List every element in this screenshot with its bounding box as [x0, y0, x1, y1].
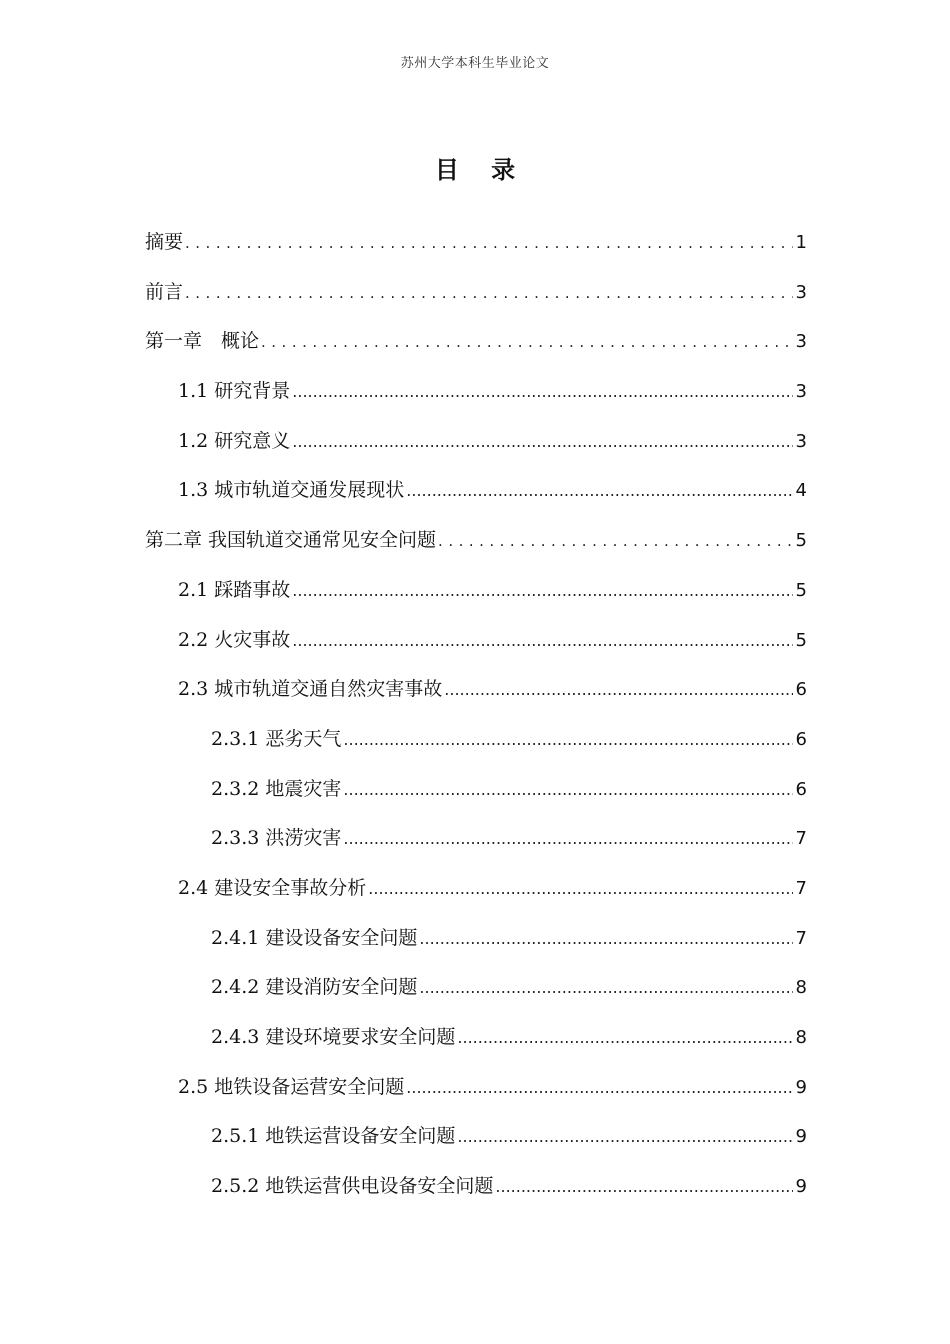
toc-entry-page-number: 5: [795, 579, 807, 601]
toc-entry[interactable]: [145, 626, 807, 676]
toc-entry-label: 2.4.2 建设消防安全问题: [211, 976, 418, 999]
toc-entry-page-number: 8: [795, 1027, 807, 1048]
toc-dot-leader: [185, 229, 793, 257]
toc-dot-leader: [495, 1173, 793, 1201]
toc-dot-leader: [292, 577, 793, 605]
toc-entry[interactable]: [145, 924, 807, 974]
toc-entry[interactable]: [145, 377, 807, 427]
toc-dot-leader: [292, 378, 793, 406]
toc-entry-label: 2.3 城市轨道交通自然灾害事故: [178, 678, 443, 701]
toc-entry[interactable]: [145, 327, 807, 377]
toc-dot-leader: [368, 875, 793, 903]
toc-entry-label: 第二章 我国轨道交通常见安全问题: [145, 529, 437, 552]
toc-entry-label: 2.5 地铁设备运营安全问题: [178, 1075, 405, 1098]
toc-entry-page-number: 5: [795, 530, 807, 552]
toc-entry-label: 2.5.1 地铁运营设备安全问题: [211, 1125, 456, 1148]
toc-entry-label: 第一章 概论: [145, 330, 260, 353]
toc-entry-label: 1.3 城市轨道交通发展现状: [178, 479, 405, 502]
toc-dot-leader: [457, 1024, 793, 1052]
toc-dot-leader: [419, 974, 793, 1002]
toc-entry[interactable]: [145, 1023, 807, 1073]
toc-entry-label: 2.4.3 建设环境要求安全问题: [211, 1026, 456, 1048]
toc-entry[interactable]: [145, 725, 807, 775]
toc-entry[interactable]: [145, 427, 807, 477]
toc-entry[interactable]: [145, 1172, 807, 1222]
toc-entry-page-number: 9: [795, 1076, 807, 1098]
toc-entry[interactable]: [145, 675, 807, 725]
toc-entry-page-number: 6: [795, 679, 807, 701]
toc-entry[interactable]: [145, 228, 807, 278]
toc-dot-leader: [261, 328, 793, 356]
toc-entry-page-number: 7: [795, 927, 807, 949]
toc-entry[interactable]: [145, 1122, 807, 1172]
toc-dot-leader: [438, 527, 793, 555]
toc-entry-page-number: 3: [795, 331, 807, 353]
toc-entry[interactable]: [145, 824, 807, 874]
toc-entry-page-number: 3: [795, 430, 807, 452]
toc-entry[interactable]: [145, 1073, 807, 1123]
running-header: 苏州大学本科生毕业论文: [400, 56, 550, 71]
toc-entry-page-number: 4: [795, 480, 807, 502]
toc-dot-leader: [292, 627, 793, 655]
toc-entry-label: 2.3.3 洪涝灾害: [211, 827, 342, 850]
toc-entry-label: 1.1 研究背景: [178, 380, 291, 403]
toc-entry-page-number: 6: [795, 728, 807, 750]
toc-entry-page-number: 7: [795, 828, 807, 850]
toc-entry-label: 2.2 火灾事故: [178, 628, 291, 651]
toc-entry-label: 2.3.1 恶劣天气: [211, 727, 342, 750]
toc-entry-page-number: 9: [795, 1126, 807, 1148]
toc-entry-page-number: 9: [795, 1176, 807, 1198]
toc-entry-label: 2.1 踩踏事故: [178, 578, 291, 601]
toc-entry-label: 2.4 建设安全事故分析: [178, 876, 367, 899]
toc-entry-label: 摘要: [145, 231, 184, 253]
toc-dot-leader: [444, 676, 793, 704]
toc-entry-page-number: 5: [795, 629, 807, 651]
toc-entry[interactable]: [145, 874, 807, 924]
toc-dot-leader: [185, 279, 793, 307]
toc-dot-leader: [292, 428, 793, 456]
toc-dot-leader: [343, 825, 793, 853]
toc-entry[interactable]: [145, 278, 807, 328]
toc-entry-label: 2.3.2 地震灾害: [211, 777, 342, 800]
toc-entry-label: 2.4.1 建设设备安全问题: [211, 926, 418, 949]
toc-dot-leader: [406, 477, 793, 505]
toc-entry[interactable]: [145, 476, 807, 526]
toc-entry[interactable]: [145, 775, 807, 825]
toc-entry-page-number: 3: [795, 281, 807, 303]
table-of-contents: [145, 228, 807, 1222]
toc-dot-leader: [406, 1074, 793, 1102]
toc-dot-leader: [457, 1123, 793, 1151]
page-title: 目 录: [434, 156, 528, 184]
toc-entry-page-number: 1: [795, 232, 807, 253]
toc-entry-label: 1.2 研究意义: [178, 429, 291, 452]
toc-entry-label: 前言: [145, 280, 184, 303]
toc-dot-leader: [419, 925, 793, 953]
toc-entry-page-number: 6: [795, 778, 807, 800]
toc-entry[interactable]: [145, 576, 807, 626]
toc-entry-page-number: 8: [795, 977, 807, 999]
toc-entry[interactable]: [145, 973, 807, 1023]
toc-entry-page-number: 3: [795, 381, 807, 403]
toc-entry-label: 2.5.2 地铁运营供电设备安全问题: [211, 1175, 494, 1198]
toc-entry-page-number: 7: [795, 877, 807, 899]
toc-entry[interactable]: [145, 526, 807, 576]
toc-dot-leader: [343, 726, 793, 754]
toc-dot-leader: [343, 776, 793, 804]
